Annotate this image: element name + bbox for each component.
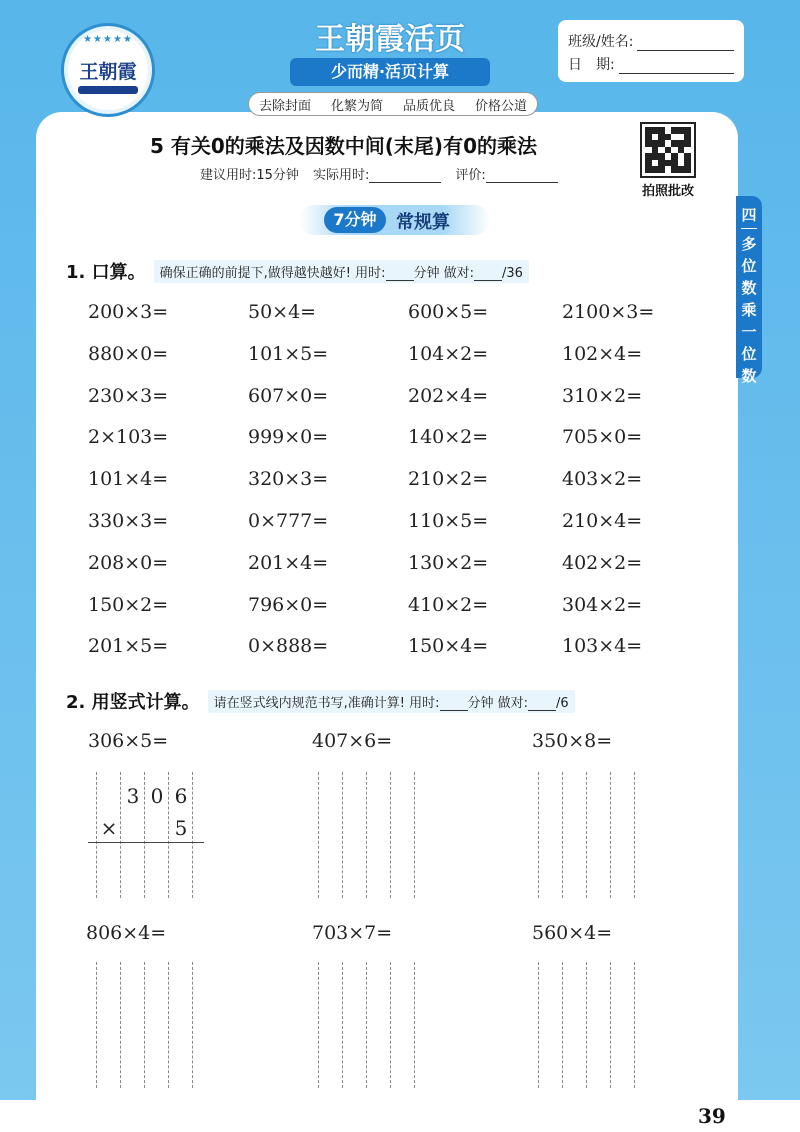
actual-time xyxy=(313,164,441,183)
q1-title: 1. 口算。 xyxy=(66,262,146,283)
page-bottom-margin xyxy=(0,1100,800,1132)
oral-problem: 101×4= xyxy=(88,468,169,491)
section-time: 7分钟 xyxy=(324,207,386,233)
name-row xyxy=(568,28,734,51)
example-digit: 5 xyxy=(174,816,188,840)
example-digit: 0 xyxy=(150,784,164,808)
vertical-work-area[interactable] xyxy=(318,772,428,898)
vertical-problem: 806×4= xyxy=(86,922,167,944)
vertical-problem: 560×4= xyxy=(532,922,613,944)
logo-stars-icon: ★★★★★ xyxy=(83,34,133,45)
name-label: 班级/姓名: xyxy=(568,34,634,50)
q2-note-prefix: 请在竖式线内规范书写,准确计算! 用时: xyxy=(213,695,440,711)
evaluation-label: 评价: xyxy=(455,168,486,183)
oral-problem: 101×5= xyxy=(248,342,329,365)
logo-text: 王朝霞 xyxy=(79,61,137,83)
slogan-item: 价格公道 xyxy=(474,98,527,114)
oral-problem: 402×2= xyxy=(562,551,643,574)
oral-problem: 150×4= xyxy=(408,635,489,658)
guide-line xyxy=(192,772,193,898)
vertical-work-area[interactable] xyxy=(538,962,648,1088)
page-number: 39 xyxy=(698,1104,726,1128)
q2-note-mid: 分钟 做对: xyxy=(467,695,529,711)
brand-subtitle: 少而精·活页计算 xyxy=(290,58,490,86)
q1-note xyxy=(154,260,529,283)
oral-problem: 102×4= xyxy=(562,342,643,365)
date-row xyxy=(568,51,734,74)
slogan-item: 化繁为简 xyxy=(330,98,383,114)
oral-problem: 705×0= xyxy=(562,426,643,449)
date-field[interactable] xyxy=(619,58,734,74)
oral-problem: 607×0= xyxy=(248,384,329,407)
unit-divider xyxy=(741,228,757,229)
q2-title: 2. 用竖式计算。 xyxy=(66,692,200,713)
q2-header xyxy=(66,688,575,714)
guide-line xyxy=(96,772,97,898)
guide-line xyxy=(168,772,169,898)
oral-problem: 320×3= xyxy=(248,468,329,491)
unit-char: 数 xyxy=(741,367,757,385)
oral-problem-grid xyxy=(88,298,688,674)
vertical-work-area[interactable] xyxy=(96,962,206,1088)
oral-problem: 103×4= xyxy=(562,635,643,658)
q2-note-total: /6 xyxy=(556,695,569,711)
oral-problem: 304×2= xyxy=(562,593,643,616)
qr-label: 拍照批改 xyxy=(641,184,694,199)
q2-correct-field[interactable] xyxy=(528,698,556,711)
vertical-work-area[interactable] xyxy=(538,772,648,898)
example-answer-line xyxy=(88,842,204,843)
oral-problem: 2×103= xyxy=(88,426,169,449)
oral-problem: 210×2= xyxy=(408,468,489,491)
oral-problem: 403×2= xyxy=(562,468,643,491)
actual-time-label: 实际用时: xyxy=(312,168,370,183)
date-label: 日 期: xyxy=(568,57,615,73)
q1-note-mid: 分钟 做对: xyxy=(413,265,475,281)
oral-problem: 208×0= xyxy=(88,551,169,574)
vertical-problem: 306×5= xyxy=(88,730,169,752)
unit-side-tab xyxy=(736,196,762,385)
slogan-bar xyxy=(248,92,538,116)
oral-problem: 0×888= xyxy=(248,635,329,658)
vertical-problem: 703×7= xyxy=(312,922,393,944)
guide-line xyxy=(120,772,121,898)
oral-problem: 201×5= xyxy=(88,635,169,658)
q1-correct-field[interactable] xyxy=(474,268,502,281)
oral-problem: 50×4= xyxy=(248,301,317,323)
q1-time-field[interactable] xyxy=(386,268,414,281)
section-badge xyxy=(300,205,490,235)
q2-time-field[interactable] xyxy=(440,698,468,711)
guide-line xyxy=(144,772,145,898)
oral-problem: 0×777= xyxy=(248,509,329,532)
brand-logo xyxy=(64,26,152,114)
unit-char: 位 xyxy=(741,345,757,363)
brand-title: 王朝霞活页 xyxy=(315,22,465,57)
qr-code-icon[interactable] xyxy=(640,122,696,178)
oral-problem: 880×0= xyxy=(88,342,169,365)
q2-note xyxy=(208,690,575,713)
actual-time-field[interactable] xyxy=(369,169,441,183)
vertical-problem: 407×6= xyxy=(312,730,393,752)
oral-problem: 999×0= xyxy=(248,426,329,449)
lesson-title: 5 有关0的乘法及因数中间(末尾)有0的乘法 xyxy=(150,134,537,158)
oral-problem: 202×4= xyxy=(408,384,489,407)
oral-problem: 210×4= xyxy=(562,509,643,532)
unit-char: 乘 xyxy=(741,301,757,319)
unit-char: 一 xyxy=(741,323,757,341)
unit-char: 数 xyxy=(741,279,757,297)
slogan-item: 去除封面 xyxy=(258,98,311,114)
example-digit: 6 xyxy=(174,784,188,808)
oral-problem: 330×3= xyxy=(88,509,169,532)
oral-problem: 150×2= xyxy=(88,593,169,616)
oral-problem: 200×3= xyxy=(88,301,169,323)
q1-note-prefix: 确保正确的前提下,做得越快越好! 用时: xyxy=(159,265,386,281)
student-info-box xyxy=(558,20,744,82)
slogan-item: 品质优良 xyxy=(402,98,455,114)
oral-problem: 110×5= xyxy=(408,509,489,532)
evaluation-field[interactable] xyxy=(486,169,558,183)
oral-problem: 104×2= xyxy=(408,342,489,365)
vertical-problem: 350×8= xyxy=(532,730,613,752)
example-times-sign: × xyxy=(100,816,118,840)
unit-char: 位 xyxy=(741,257,757,275)
example-digit: 3 xyxy=(126,784,140,808)
suggested-time: 建议用时:15分钟 xyxy=(200,168,299,183)
oral-problem: 796×0= xyxy=(248,593,329,616)
oral-problem: 600×5= xyxy=(408,301,489,323)
vertical-work-area[interactable] xyxy=(318,962,428,1088)
oral-problem: 230×3= xyxy=(88,384,169,407)
section-name: 常规算 xyxy=(396,212,450,233)
evaluation xyxy=(455,164,557,183)
oral-problem: 2100×3= xyxy=(562,301,655,323)
q1-note-total: /36 xyxy=(502,265,523,281)
unit-number: 四 xyxy=(741,206,757,224)
lesson-meta xyxy=(200,164,620,183)
logo-ribbon-icon xyxy=(78,86,138,94)
q1-header xyxy=(66,258,529,284)
vertical-work-area-example[interactable] xyxy=(96,772,206,898)
oral-problem: 310×2= xyxy=(562,384,643,407)
oral-problem: 410×2= xyxy=(408,593,489,616)
oral-problem: 130×2= xyxy=(408,551,489,574)
oral-problem: 140×2= xyxy=(408,426,489,449)
unit-char: 多 xyxy=(741,235,757,253)
name-field[interactable] xyxy=(637,35,734,51)
oral-problem: 201×4= xyxy=(248,551,329,574)
